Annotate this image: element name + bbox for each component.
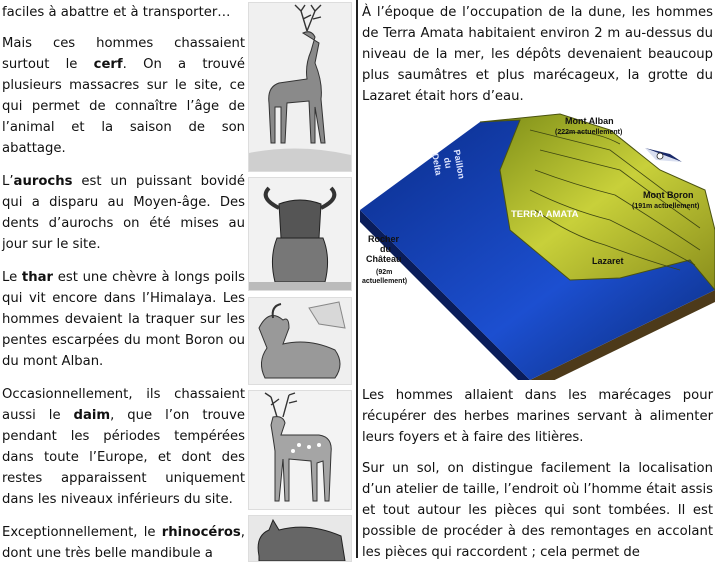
text: est une chèvre à longs poils qui vit encore dans l’Himalaya. Les hommes devaient la traquer sur les pentes escarpées du mont Boron ou du mont Alban. (2, 270, 245, 369)
paragraph-marecages: Les hommes allaient dans les marécages pour récupérer des herbes marines servant à alimenter leurs foyers et à faire des litières. (362, 388, 713, 445)
deer-illustration (248, 2, 352, 172)
label-lazaret: Lazaret (592, 256, 624, 266)
column-divider (356, 0, 358, 558)
label-rocher: Rocher (368, 234, 400, 244)
label-chateau: Château (366, 254, 402, 264)
text: Occasionnellement, ils chassaient aussi le (2, 387, 245, 423)
text: Mais ces hommes chassaient surtout le (2, 36, 245, 72)
aurochs-illustration (248, 177, 352, 291)
text: . On a trouvé plusieurs massacres sur le site, ce qui permet de connaître l’âge de l’animal et la saison de son abattage. (2, 57, 245, 156)
term-thar: thar (21, 270, 54, 285)
text: , dont une très belle mandibule a (2, 525, 245, 561)
label-paillon-word: Paillon (451, 148, 467, 180)
label-du-word: du (441, 156, 454, 170)
right-column-lower (362, 385, 713, 563)
text: Exceptionnellement, le (2, 525, 162, 540)
label-mont-alban-altitude: (222m actuellement) (555, 129, 623, 136)
compass-icon (645, 148, 682, 162)
paragraph-daim (2, 384, 245, 510)
fallow-deer-illustration (248, 390, 352, 510)
label-terra-amata: TERRA AMATA (511, 209, 579, 220)
label-mont-boron-altitude: (191m actuellement) (632, 203, 700, 210)
rhinoceros-illustration (248, 515, 352, 562)
term-cerf: cerf (93, 57, 123, 72)
right-column (362, 2, 713, 107)
paragraph-aurochs (2, 171, 245, 255)
thar-illustration (248, 297, 352, 385)
paragraph-terra-amata: À l’époque de l’occupation de la dune, les hommes de Terra Amata habitaient environ 2 m au-dessus du niveau de la mer, les dépôts devenaient beaucoup plus saumâtres et plus marécageux, la grotte du Lazaret était hors d’eau. (362, 5, 713, 104)
label-rocher-actuellement: actuellement) (362, 278, 408, 285)
relief-map (360, 110, 715, 380)
paragraph-thar (2, 267, 245, 372)
paragraph-atelier: Sur un sol, on distingue facilement la localisation d’un atelier de taille, l’endroit où l’homme était assis et tout autour les pièces qui sont tombées. Il est possible de procéder à des remontages en accolant les pièces qui raccordent ; cela permet de (362, 461, 713, 560)
label-mont-boron: Mont Boron (643, 190, 694, 200)
term-daim: daim (73, 408, 111, 423)
label-rocher-altitude: (92m (376, 269, 393, 276)
paragraph-intro-end: faciles à abattre et à transporter… (2, 5, 231, 20)
paragraph-cerf (2, 33, 245, 159)
label-mont-alban: Mont Alban (565, 116, 614, 126)
left-column (2, 2, 245, 576)
label-delta-word: Delta (430, 152, 444, 177)
term-rhinoceros: rhinocéros (161, 525, 241, 540)
text: Le (2, 270, 22, 285)
text: , que l’on trouve pendant les périodes tempérées dans toute l’Europe, et dont des restes apparaissent uniquement dans les niveaux inférieurs du site. (2, 408, 245, 507)
text: L’ (2, 174, 14, 189)
text: est un puissant bovidé qui a disparu au Moyen-âge. Des dents d’aurochs on été mises au jour sur le site. (2, 174, 245, 252)
label-rocher-du: du (380, 244, 391, 254)
term-aurochs: aurochs (13, 174, 73, 189)
